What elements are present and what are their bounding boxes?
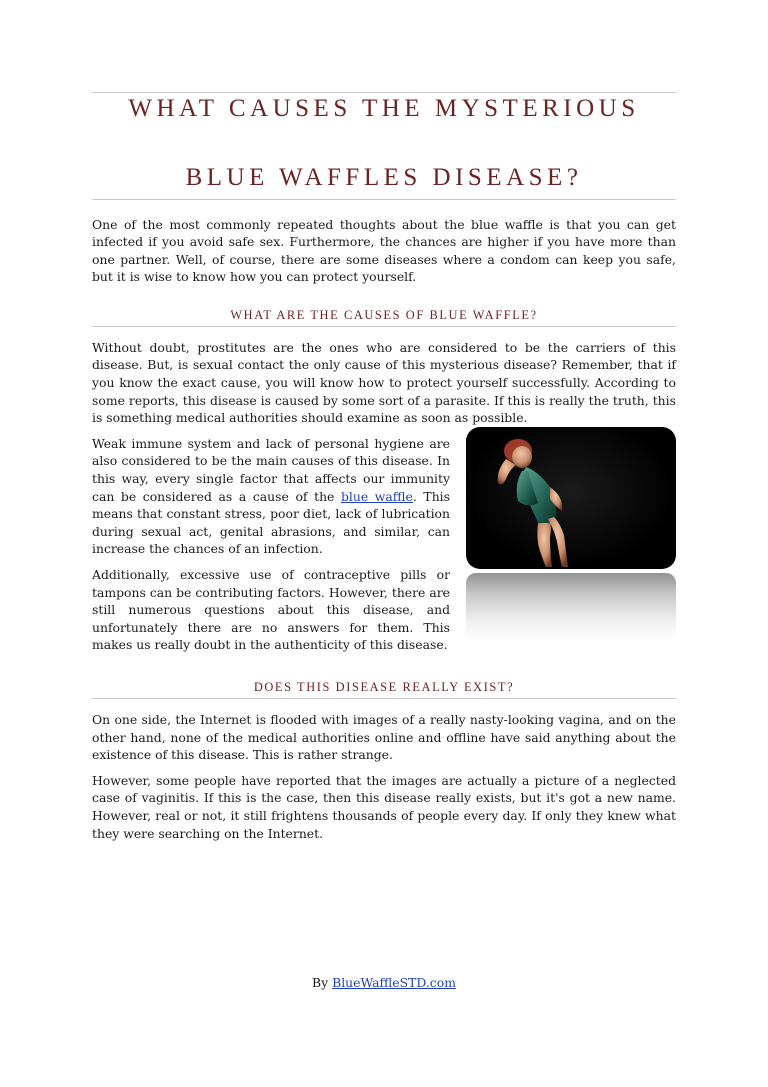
intro-paragraph: One of the most commonly repeated thoughts about the blue waffle is that you can get infected if you avoid safe sex. Furthermore, the chances are higher if you have more than one partner. Well, of course, there are some diseases where a condom can keep you safe, but it is wise to know how you can protect yourself. <box>92 216 676 285</box>
causes-paragraph-1: Without doubt, prostitutes are the ones who are considered to be the carriers of this disease. But, is sexual contact the only cause of this mysterious disease? Remember, that if you know the exact cause, you will know how to protect yourself successfully. According to some reports, this disease is caused by some sort of a parasite. If this is really the truth, this is something medical authorities should examine as soon as possible. <box>92 339 676 426</box>
figurine-reflection <box>466 573 676 643</box>
figurine-illustration <box>466 427 676 569</box>
section-rule-exist <box>92 698 676 699</box>
blue-waffle-link[interactable]: blue waffle <box>340 488 413 504</box>
causes-paragraph-3: Additionally, excessive use of contraceptive pills or tampons can be contributing factors. However, there are still numerous questions about this disease, and unfortunately there are no answers for them. This makes us really doubt in the authenticity of this disease. <box>92 567 450 653</box>
title-line-1: WHAT CAUSES THE MYSTERIOUS <box>128 95 640 122</box>
figurine-image <box>466 427 676 649</box>
figurine-photo <box>466 427 676 569</box>
causes-paragraph-2-text-b: . This means that constant stress, poor diet, lack of lubrication during sexual act, genital abrasions, and similar, can increase the chances of an infection. <box>92 488 450 557</box>
section-heading-causes: WHAT ARE THE CAUSES OF BLUE WAFFLE? <box>230 307 538 322</box>
causes-float-block <box>92 435 676 662</box>
footer-site-link[interactable]: BlueWaffleSTD.com <box>332 975 456 990</box>
footer-prefix: By <box>312 975 333 990</box>
exist-paragraph-2: However, some people have reported that the images are actually a picture of a neglected case of vaginitis. If this is the case, then this disease really exists, but it's got a new name. However, real or not, it still frightens thousands of people every day. If only they knew what they were searching on the Internet. <box>92 772 676 841</box>
exist-paragraph-1: On one side, the Internet is flooded with images of a really nasty-looking vagina, and on the other hand, none of the medical authorities online and offline have said anything about the existence of this disease. This is rather strange. <box>92 711 676 763</box>
footer-credit <box>0 975 768 990</box>
causes-paragraph-2-text-a: Weak immune system and lack of personal hygiene are also considered to be the main causes of this disease. In this way, every single factor that affects our immunity can be considered as a cause of the <box>92 435 450 504</box>
section-rule-causes <box>92 326 676 327</box>
section-heading-exist: DOES THIS DISEASE REALLY EXIST? <box>253 679 515 694</box>
title-top-rule <box>92 92 676 93</box>
title-bottom-rule <box>92 199 676 200</box>
document-page <box>92 92 676 850</box>
title-line-2: BLUE WAFFLES DISEASE? <box>185 163 583 191</box>
